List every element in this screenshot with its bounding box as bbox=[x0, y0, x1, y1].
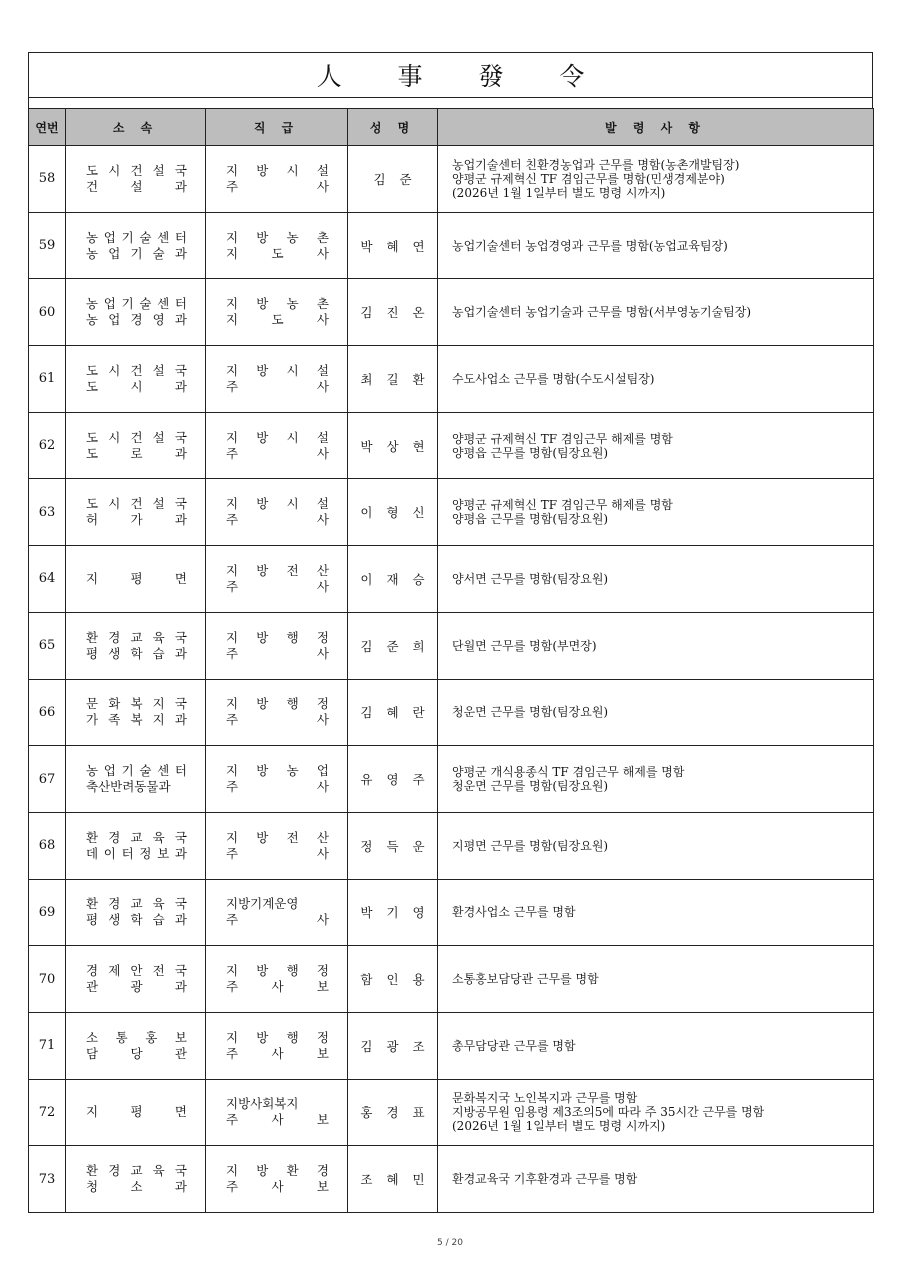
name-cell: 박 혜 연 bbox=[348, 212, 438, 279]
table-row bbox=[29, 1146, 874, 1213]
grade-line: 지방기계운영 bbox=[226, 896, 299, 912]
grade-line: 지 방 전 산 bbox=[226, 562, 329, 578]
title-box bbox=[28, 52, 873, 97]
grade-line: 주 사 bbox=[226, 512, 329, 528]
dept-cell bbox=[66, 146, 206, 213]
dept-cell bbox=[66, 1012, 206, 1079]
name-cell: 김 진 온 bbox=[348, 279, 438, 346]
title-gap bbox=[28, 97, 873, 108]
order-line: 양평군 규제혁신 TF 겸임근무를 명함(민생경제분야) bbox=[452, 171, 725, 186]
row-number: 58 bbox=[29, 146, 66, 213]
dept-line: 경 제 안 전 국 bbox=[86, 963, 187, 979]
dept-cell bbox=[66, 212, 206, 279]
grade-line: 지 방 시 설 bbox=[226, 496, 329, 512]
dept-line: 허 가 과 bbox=[86, 512, 187, 528]
grade-cell bbox=[206, 412, 348, 479]
order-cell bbox=[438, 146, 874, 213]
grade-line: 주 사 bbox=[226, 912, 329, 928]
name-cell: 김 준 bbox=[348, 146, 438, 213]
header-no: 연번 bbox=[29, 109, 66, 146]
order-cell bbox=[438, 346, 874, 413]
order-cell bbox=[438, 679, 874, 746]
name-cell: 정 득 운 bbox=[348, 812, 438, 879]
name-cell: 박 상 현 bbox=[348, 412, 438, 479]
dept-line: 데 이 터 정 보 과 bbox=[86, 845, 187, 861]
table-row bbox=[29, 679, 874, 746]
grade-cell bbox=[206, 479, 348, 546]
row-number: 64 bbox=[29, 546, 66, 613]
grade-line: 지 방 환 경 bbox=[226, 1163, 329, 1179]
dept-line: 도 시 건 설 국 bbox=[86, 496, 187, 512]
dept-cell bbox=[66, 1079, 206, 1146]
dept-cell bbox=[66, 279, 206, 346]
order-cell bbox=[438, 812, 874, 879]
grade-line: 주 사 보 bbox=[226, 1179, 329, 1195]
name-cell: 함 인 용 bbox=[348, 946, 438, 1013]
grade-line: 지 방 행 정 bbox=[226, 629, 329, 645]
grade-line: 지 방 시 설 bbox=[226, 362, 329, 378]
table-row bbox=[29, 346, 874, 413]
row-number: 65 bbox=[29, 612, 66, 679]
document bbox=[28, 52, 873, 1213]
order-line: 농업기술센터 농업기술과 근무를 명함(서부영농기술팀장) bbox=[452, 305, 752, 320]
name-cell: 이 형 신 bbox=[348, 479, 438, 546]
grade-line: 지 도 사 bbox=[226, 245, 329, 261]
order-line: 농업기술센터 친환경농업과 근무를 명함(농촌개발팀장) bbox=[452, 157, 740, 172]
dept-line: 환 경 교 육 국 bbox=[86, 1163, 187, 1179]
grade-line: 주 사 bbox=[226, 779, 329, 795]
name-cell: 홍 경 표 bbox=[348, 1079, 438, 1146]
order-line: 소통홍보담당관 근무를 명함 bbox=[452, 972, 599, 987]
dept-line: 농 업 기 술 센 터 bbox=[86, 296, 187, 312]
grade-cell bbox=[206, 679, 348, 746]
table-row bbox=[29, 479, 874, 546]
dept-line: 지 평 면 bbox=[86, 1104, 187, 1120]
name-cell: 김 준 희 bbox=[348, 612, 438, 679]
dept-cell bbox=[66, 812, 206, 879]
dept-line: 평 생 학 습 과 bbox=[86, 912, 187, 928]
order-line: 단월면 근무를 명함(부면장) bbox=[452, 638, 597, 653]
dept-line: 지 평 면 bbox=[86, 570, 187, 586]
page-number: 5 / 20 bbox=[437, 1238, 463, 1248]
grade-cell bbox=[206, 879, 348, 946]
grade-line: 주 사 bbox=[226, 378, 329, 394]
dept-line: 도 시 건 설 국 bbox=[86, 362, 187, 378]
row-number: 60 bbox=[29, 279, 66, 346]
header-name: 성 명 bbox=[348, 109, 438, 146]
grade-line: 주 사 bbox=[226, 645, 329, 661]
name-cell: 김 광 조 bbox=[348, 1012, 438, 1079]
grade-cell bbox=[206, 812, 348, 879]
header-order: 발 령 사 항 bbox=[438, 109, 874, 146]
dept-line: 평 생 학 습 과 bbox=[86, 645, 187, 661]
dept-line: 가 족 복 지 과 bbox=[86, 712, 187, 728]
dept-line: 문 화 복 지 국 bbox=[86, 696, 187, 712]
order-line: 농업기술센터 농업경영과 근무를 명함(농업교육팀장) bbox=[452, 238, 728, 253]
order-line: (2026년 1월 1일부터 별도 명령 시까지) bbox=[452, 185, 666, 200]
dept-line: 축산반려동물과 bbox=[86, 779, 171, 795]
dept-line: 도 시 건 설 국 bbox=[86, 162, 187, 178]
name-cell: 조 혜 민 bbox=[348, 1146, 438, 1213]
row-number: 62 bbox=[29, 412, 66, 479]
dept-cell bbox=[66, 946, 206, 1013]
order-cell bbox=[438, 412, 874, 479]
grade-line: 지 방 농 업 bbox=[226, 763, 329, 779]
order-cell bbox=[438, 479, 874, 546]
name-cell: 최 길 환 bbox=[348, 346, 438, 413]
order-cell bbox=[438, 1146, 874, 1213]
order-line: 양평군 개식용종식 TF 겸임근무 해제를 명함 bbox=[452, 765, 685, 780]
table-row bbox=[29, 546, 874, 613]
order-cell bbox=[438, 879, 874, 946]
dept-line: 환 경 교 육 국 bbox=[86, 896, 187, 912]
table-row bbox=[29, 812, 874, 879]
name-cell: 김 혜 란 bbox=[348, 679, 438, 746]
grade-line: 주 사 bbox=[226, 712, 329, 728]
order-line: 문화복지국 노인복지과 근무를 명함 bbox=[452, 1091, 638, 1106]
order-line: 양평군 규제혁신 TF 겸임근무 해제를 명함 bbox=[452, 498, 673, 513]
order-line: 지방공무원 임용령 제3조의5에 따라 주 35시간 근무를 명함 bbox=[452, 1105, 765, 1120]
dept-cell bbox=[66, 879, 206, 946]
dept-line: 청 소 과 bbox=[86, 1179, 187, 1195]
row-number: 68 bbox=[29, 812, 66, 879]
dept-cell bbox=[66, 746, 206, 813]
table-row bbox=[29, 612, 874, 679]
grade-line: 주 사 bbox=[226, 578, 329, 594]
document-title: 人 事 發 令 bbox=[316, 62, 609, 91]
grade-line: 지 방 시 설 bbox=[226, 162, 329, 178]
grade-line: 주 사 bbox=[226, 845, 329, 861]
grade-line: 주 사 보 bbox=[226, 1045, 329, 1061]
personnel-table bbox=[28, 108, 874, 1213]
dept-line: 관 광 과 bbox=[86, 979, 187, 995]
dept-line: 환 경 교 육 국 bbox=[86, 829, 187, 845]
order-cell bbox=[438, 946, 874, 1013]
row-number: 66 bbox=[29, 679, 66, 746]
row-number: 70 bbox=[29, 946, 66, 1013]
order-line: 양평군 규제혁신 TF 겸임근무 해제를 명함 bbox=[452, 431, 673, 446]
grade-line: 지 방 전 산 bbox=[226, 829, 329, 845]
name-cell: 박 기 영 bbox=[348, 879, 438, 946]
table-row bbox=[29, 146, 874, 213]
header-grade: 직 급 bbox=[206, 109, 348, 146]
order-line: 청운면 근무를 명함(팀장요원) bbox=[452, 779, 609, 794]
order-cell bbox=[438, 1012, 874, 1079]
dept-line: 도 시 건 설 국 bbox=[86, 429, 187, 445]
name-cell: 유 영 주 bbox=[348, 746, 438, 813]
order-line: 양평읍 근무를 명함(팀장요원) bbox=[452, 512, 609, 527]
order-line: 총무담당관 근무를 명함 bbox=[452, 1038, 576, 1053]
row-number: 63 bbox=[29, 479, 66, 546]
order-line: 환경교육국 기후환경과 근무를 명함 bbox=[452, 1172, 638, 1187]
grade-line: 주 사 bbox=[226, 445, 329, 461]
order-line: 지평면 근무를 명함(팀장요원) bbox=[452, 838, 609, 853]
name-cell: 이 재 승 bbox=[348, 546, 438, 613]
dept-cell bbox=[66, 1146, 206, 1213]
grade-cell bbox=[206, 279, 348, 346]
dept-cell bbox=[66, 479, 206, 546]
grade-line: 지 방 행 정 bbox=[226, 1029, 329, 1045]
row-number: 72 bbox=[29, 1079, 66, 1146]
dept-line: 건 설 과 bbox=[86, 178, 187, 194]
dept-line: 농 업 경 영 과 bbox=[86, 312, 187, 328]
order-cell bbox=[438, 612, 874, 679]
grade-line: 지 방 행 정 bbox=[226, 696, 329, 712]
table-row bbox=[29, 746, 874, 813]
row-number: 61 bbox=[29, 346, 66, 413]
grade-cell bbox=[206, 1146, 348, 1213]
row-number: 71 bbox=[29, 1012, 66, 1079]
table-row bbox=[29, 1079, 874, 1146]
dept-line: 환 경 교 육 국 bbox=[86, 629, 187, 645]
grade-line: 지 방 농 촌 bbox=[226, 296, 329, 312]
table-body bbox=[29, 146, 874, 1213]
grade-line: 지방사회복지 bbox=[226, 1096, 299, 1112]
grade-line: 주 사 보 bbox=[226, 1112, 329, 1128]
dept-line: 도 로 과 bbox=[86, 445, 187, 461]
table-row bbox=[29, 212, 874, 279]
order-line: 청운면 근무를 명함(팀장요원) bbox=[452, 705, 609, 720]
order-cell bbox=[438, 746, 874, 813]
header-row bbox=[29, 109, 874, 146]
dept-line: 소 통 홍 보 bbox=[86, 1029, 187, 1045]
dept-line: 농 업 기 술 과 bbox=[86, 245, 187, 261]
order-line: 양서면 근무를 명함(팀장요원) bbox=[452, 571, 609, 586]
order-cell bbox=[438, 279, 874, 346]
order-cell bbox=[438, 1079, 874, 1146]
grade-line: 주 사 보 bbox=[226, 979, 329, 995]
grade-cell bbox=[206, 146, 348, 213]
grade-cell bbox=[206, 1012, 348, 1079]
table-row bbox=[29, 412, 874, 479]
grade-cell bbox=[206, 946, 348, 1013]
table-row bbox=[29, 879, 874, 946]
order-line: (2026년 1월 1일부터 별도 명령 시까지) bbox=[452, 1119, 666, 1134]
row-number: 73 bbox=[29, 1146, 66, 1213]
row-number: 69 bbox=[29, 879, 66, 946]
grade-cell bbox=[206, 746, 348, 813]
order-line: 양평읍 근무를 명함(팀장요원) bbox=[452, 445, 609, 460]
order-line: 수도사업소 근무를 명함(수도시설팀장) bbox=[452, 371, 655, 386]
grade-line: 주 사 bbox=[226, 178, 329, 194]
dept-line: 농 업 기 술 센 터 bbox=[86, 229, 187, 245]
order-cell bbox=[438, 212, 874, 279]
grade-cell bbox=[206, 546, 348, 613]
order-line: 환경사업소 근무를 명함 bbox=[452, 905, 576, 920]
dept-cell bbox=[66, 546, 206, 613]
dept-cell bbox=[66, 612, 206, 679]
grade-line: 지 방 행 정 bbox=[226, 963, 329, 979]
grade-cell bbox=[206, 212, 348, 279]
dept-line: 농 업 기 술 센 터 bbox=[86, 763, 187, 779]
order-cell bbox=[438, 546, 874, 613]
grade-cell bbox=[206, 1079, 348, 1146]
row-number: 59 bbox=[29, 212, 66, 279]
row-number: 67 bbox=[29, 746, 66, 813]
dept-line: 담 당 관 bbox=[86, 1045, 187, 1061]
table-row bbox=[29, 279, 874, 346]
grade-line: 지 도 사 bbox=[226, 312, 329, 328]
table-row bbox=[29, 1012, 874, 1079]
grade-cell bbox=[206, 612, 348, 679]
dept-cell bbox=[66, 346, 206, 413]
dept-cell bbox=[66, 412, 206, 479]
grade-line: 지 방 시 설 bbox=[226, 429, 329, 445]
table-row bbox=[29, 946, 874, 1013]
grade-line: 지 방 농 촌 bbox=[226, 229, 329, 245]
dept-line: 도 시 과 bbox=[86, 378, 187, 394]
dept-cell bbox=[66, 679, 206, 746]
header-dept: 소 속 bbox=[66, 109, 206, 146]
grade-cell bbox=[206, 346, 348, 413]
